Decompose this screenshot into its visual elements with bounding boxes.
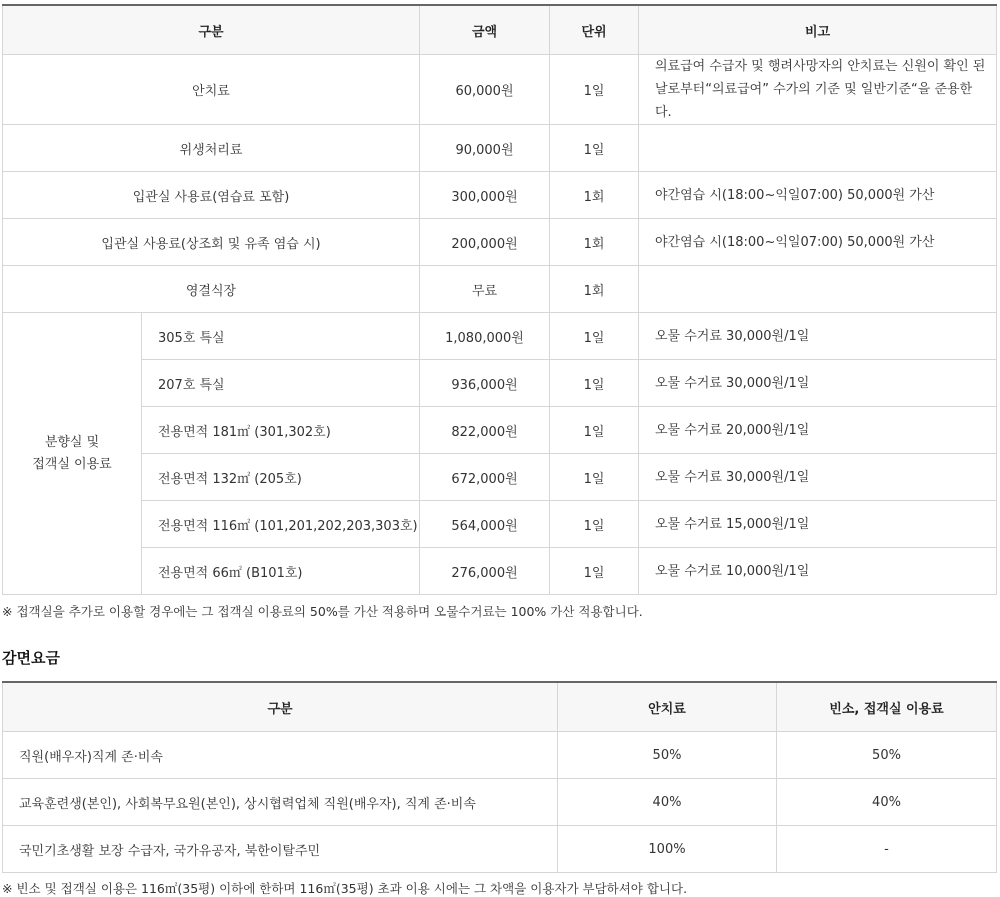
- row-note: [639, 125, 997, 172]
- row-amount: 564,000원: [420, 501, 550, 548]
- row-unit: 1일: [550, 501, 639, 548]
- header-unit: 단위: [550, 5, 639, 55]
- group-label-line2: 접객실 이용료: [32, 456, 112, 472]
- row-unit: 1일: [550, 125, 639, 172]
- row-unit: 1회: [550, 172, 639, 219]
- header-category: 구분: [3, 5, 420, 55]
- row-amount: 1,080,000원: [420, 313, 550, 360]
- header-category: 구분: [3, 682, 558, 732]
- row-room: 207호 특실: [142, 360, 420, 407]
- row-category: 입관실 사용료(상조회 및 유족 염습 시): [3, 219, 420, 266]
- row-room: -: [777, 826, 997, 873]
- table-row: [3, 360, 997, 407]
- table-row: [3, 55, 997, 125]
- table-row: [3, 732, 997, 779]
- row-unit: 1일: [550, 313, 639, 360]
- table-row: [3, 454, 997, 501]
- row-unit: 1회: [550, 266, 639, 313]
- row-room: 전용면적 181㎡ (301,302호): [142, 407, 420, 454]
- row-room: 전용면적 66㎡ (B101호): [142, 548, 420, 595]
- table-row: [3, 501, 997, 548]
- row-note: 야간염습 시(18:00~익일07:00) 50,000원 가산: [639, 172, 997, 219]
- row-category: 직원(배우자)직계 존·비속: [3, 732, 558, 779]
- row-amount: 90,000원: [420, 125, 550, 172]
- row-category: 국민기초생활 보장 수급자, 국가유공자, 북한이탈주민: [3, 826, 558, 873]
- row-category: 영결식장: [3, 266, 420, 313]
- discount-table: [2, 681, 997, 873]
- fee-table-header-row: [3, 5, 997, 55]
- fee-footnote: ※ 접객실을 추가로 이용할 경우에는 그 접객실 이용료의 50%를 가산 적용하며 오물수거료는 100% 가산 적용합니다.: [2, 604, 643, 619]
- table-row: [3, 219, 997, 266]
- row-mortuary: 50%: [558, 732, 777, 779]
- row-category: 위생처리료: [3, 125, 420, 172]
- discount-header-row: [3, 682, 997, 732]
- table-row: [3, 266, 997, 313]
- group-label: [3, 313, 142, 595]
- header-amount: 금액: [420, 5, 550, 55]
- row-amount: 200,000원: [420, 219, 550, 266]
- row-amount: 276,000원: [420, 548, 550, 595]
- table-row: [3, 548, 997, 595]
- table-row: [3, 172, 997, 219]
- row-note: 의료급여 수급자 및 행려사망자의 안치료는 신원이 확인 된 날로부터“의료급여” 수가의 기준 및 일반기준“을 준용한다.: [639, 55, 997, 125]
- row-unit: 1일: [550, 55, 639, 125]
- header-mortuary: 안치료: [558, 682, 777, 732]
- row-room: 전용면적 116㎡ (101,201,202,203,303호): [142, 501, 420, 548]
- row-unit: 1일: [550, 360, 639, 407]
- row-note: 오물 수거료 10,000원/1일: [639, 548, 997, 595]
- row-mortuary: 100%: [558, 826, 777, 873]
- row-room: 305호 특실: [142, 313, 420, 360]
- row-note: 오물 수거료 30,000원/1일: [639, 313, 997, 360]
- fee-table: [2, 4, 997, 595]
- row-amount: 무료: [420, 266, 550, 313]
- row-unit: 1일: [550, 407, 639, 454]
- table-row: [3, 779, 997, 826]
- row-room: 50%: [777, 732, 997, 779]
- row-amount: 60,000원: [420, 55, 550, 125]
- section-title: 감면요금: [2, 649, 60, 667]
- row-room: 40%: [777, 779, 997, 826]
- row-unit: 1회: [550, 219, 639, 266]
- row-mortuary: 40%: [558, 779, 777, 826]
- row-note: 야간염습 시(18:00~익일07:00) 50,000원 가산: [639, 219, 997, 266]
- row-note: 오물 수거료 20,000원/1일: [639, 407, 997, 454]
- row-note: 오물 수거료 15,000원/1일: [639, 501, 997, 548]
- table-row: [3, 826, 997, 873]
- row-amount: 672,000원: [420, 454, 550, 501]
- header-note: 비고: [639, 5, 997, 55]
- table-row: [3, 407, 997, 454]
- row-note: 오물 수거료 30,000원/1일: [639, 454, 997, 501]
- header-room: 빈소, 접객실 이용료: [777, 682, 997, 732]
- discount-footnote: ※ 빈소 및 접객실 이용은 116㎡(35평) 이하에 한하며 116㎡(35평) 초과 이용 시에는 그 차액을 이용자가 부담하셔야 합니다.: [2, 881, 688, 896]
- table-row: [3, 313, 997, 360]
- row-note: 오물 수거료 30,000원/1일: [639, 360, 997, 407]
- row-category: 안치료: [3, 55, 420, 125]
- row-amount: 300,000원: [420, 172, 550, 219]
- row-unit: 1일: [550, 548, 639, 595]
- row-category: 입관실 사용료(염습료 포함): [3, 172, 420, 219]
- table-row: [3, 125, 997, 172]
- group-label-line1: 분향실 및: [44, 434, 100, 450]
- row-unit: 1일: [550, 454, 639, 501]
- row-note: [639, 266, 997, 313]
- row-room: 전용면적 132㎡ (205호): [142, 454, 420, 501]
- row-amount: 822,000원: [420, 407, 550, 454]
- row-amount: 936,000원: [420, 360, 550, 407]
- row-category: 교육훈련생(본인), 사회복무요원(본인), 상시협력업체 직원(배우자), 직계 존·비속: [3, 779, 558, 826]
